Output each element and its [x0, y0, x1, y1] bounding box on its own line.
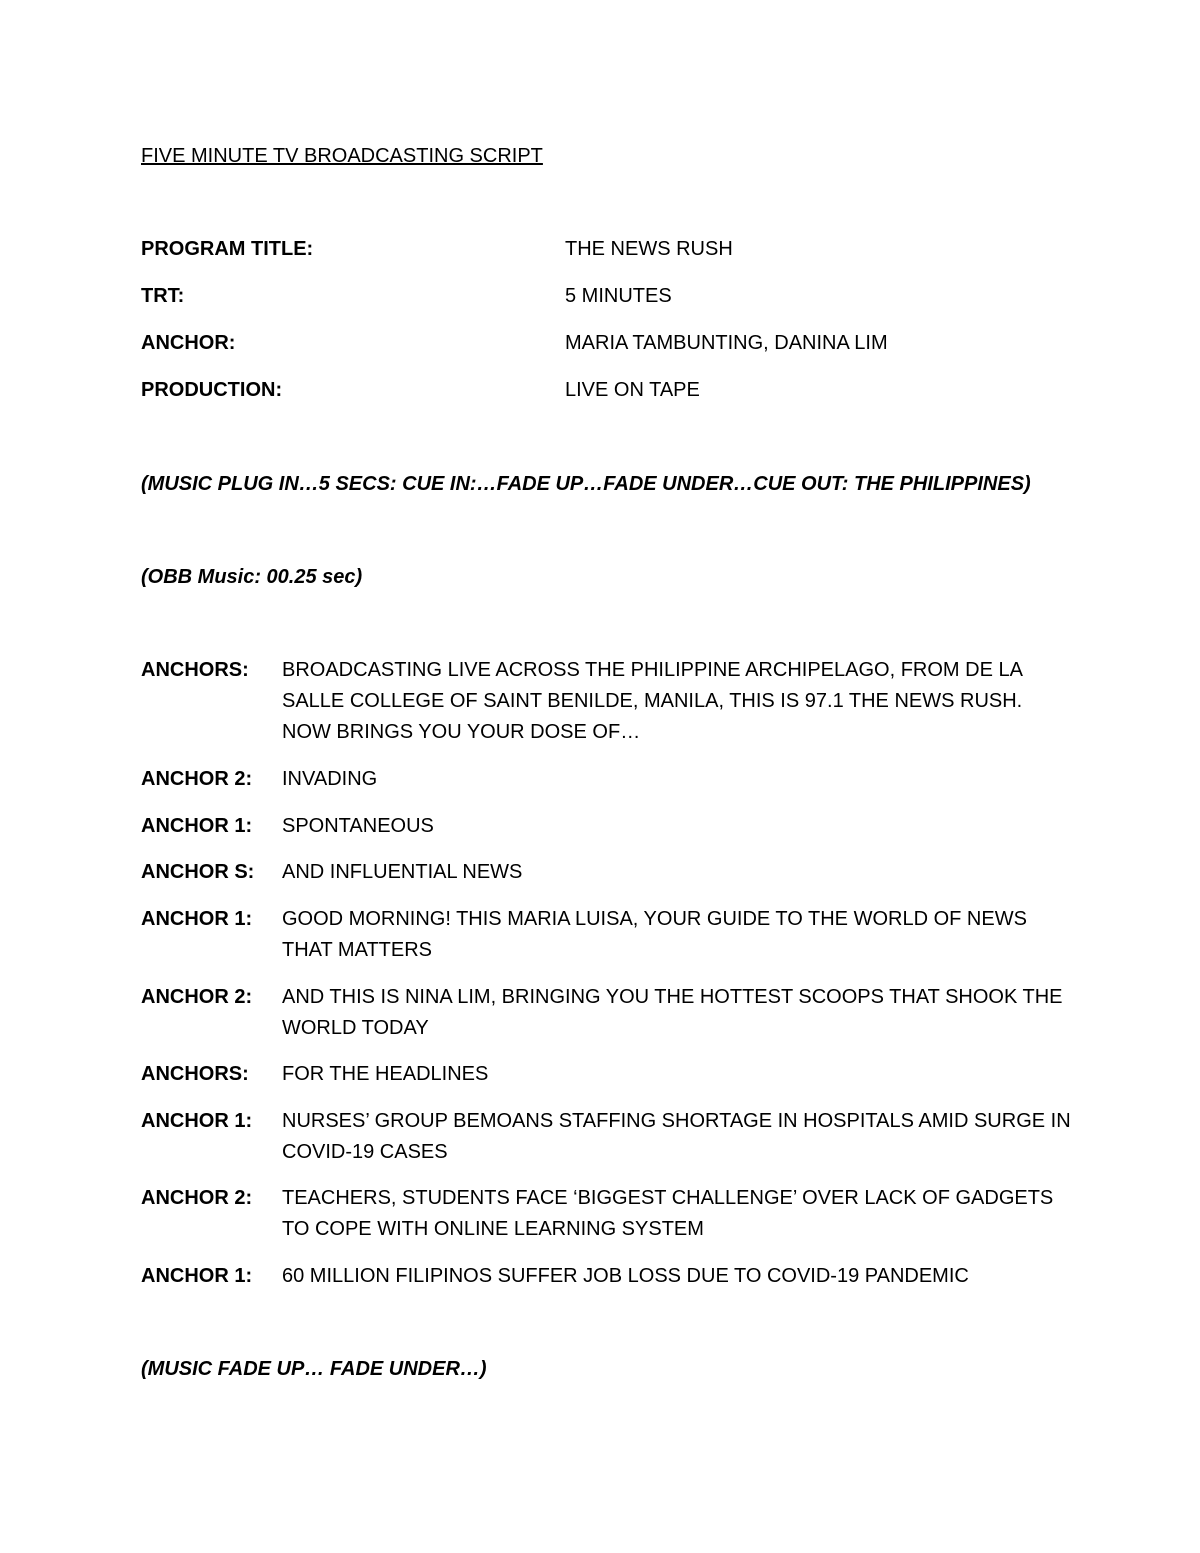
- script-text: AND INFLUENTIAL NEWS: [282, 861, 523, 883]
- script-text: AND THIS IS NINA LIM, BRINGING YOU THE HOTTEST SCOOPS THAT SHOOK THE WORLD TODAY: [282, 986, 1063, 1039]
- speaker-label: ANCHORS:: [141, 659, 249, 681]
- meta-label: ANCHOR:: [141, 332, 236, 354]
- meta-value: 5 MINUTES: [565, 285, 672, 307]
- meta-label: TRT:: [141, 285, 185, 307]
- speaker-label: ANCHOR 2:: [141, 768, 253, 790]
- meta-label: PRODUCTION:: [141, 379, 283, 401]
- speaker-label: ANCHOR 1:: [141, 1110, 253, 1132]
- script-text: NURSES’ GROUP BEMOANS STAFFING SHORTAGE IN HOSPITALS AMID SURGE IN COVID-19 CASES: [282, 1110, 1071, 1163]
- meta-value: MARIA TAMBUNTING, DANINA LIM: [565, 332, 888, 354]
- meta-row-trt: [141, 285, 1101, 311]
- obb-music-cue: (OBB Music: 00.25 sec): [141, 566, 363, 588]
- script-text: TEACHERS, STUDENTS FACE ‘BIGGEST CHALLENGE’ OVER LACK OF GADGETS TO COPE WITH ONLINE LEARNING SYSTEM: [282, 1187, 1054, 1240]
- document-title: FIVE MINUTE TV BROADCASTING SCRIPT: [141, 145, 543, 167]
- meta-value: LIVE ON TAPE: [565, 379, 700, 401]
- meta-row-program-title: [141, 238, 1101, 264]
- meta-label: PROGRAM TITLE:: [141, 238, 314, 260]
- speaker-label: ANCHOR S:: [141, 861, 255, 883]
- script-text: SPONTANEOUS: [282, 815, 434, 837]
- speaker-label: ANCHOR 1:: [141, 1265, 253, 1287]
- speaker-label: ANCHORS:: [141, 1063, 249, 1085]
- script-text: GOOD MORNING! THIS MARIA LUISA, YOUR GUIDE TO THE WORLD OF NEWS THAT MATTERS: [282, 908, 1027, 961]
- meta-row-anchor: [141, 332, 1101, 358]
- speaker-label: ANCHOR 1:: [141, 815, 253, 837]
- speaker-label: ANCHOR 2:: [141, 986, 253, 1008]
- music-cue-outro: (MUSIC FADE UP… FADE UNDER…): [141, 1358, 487, 1380]
- script-text: INVADING: [282, 768, 378, 790]
- music-cue-intro: (MUSIC PLUG IN…5 SECS: CUE IN:…FADE UP…FADE UNDER…CUE OUT: THE PHILIPPINES): [141, 473, 1031, 495]
- meta-value: THE NEWS RUSH: [565, 238, 733, 260]
- script-text: BROADCASTING LIVE ACROSS THE PHILIPPINE ARCHIPELAGO, FROM DE LA SALLE COLLEGE OF SAINT BENILDE, MANILA, THIS IS 97.1 THE NEWS RUSH. NOW BRINGS YOU YOUR DOSE OF…: [282, 659, 1023, 743]
- meta-row-production: [141, 379, 1101, 405]
- speaker-label: ANCHOR 2:: [141, 1187, 253, 1209]
- speaker-label: ANCHOR 1:: [141, 908, 253, 930]
- script-text: 60 MILLION FILIPINOS SUFFER JOB LOSS DUE TO COVID-19 PANDEMIC: [282, 1265, 969, 1287]
- script-text: FOR THE HEADLINES: [282, 1063, 489, 1085]
